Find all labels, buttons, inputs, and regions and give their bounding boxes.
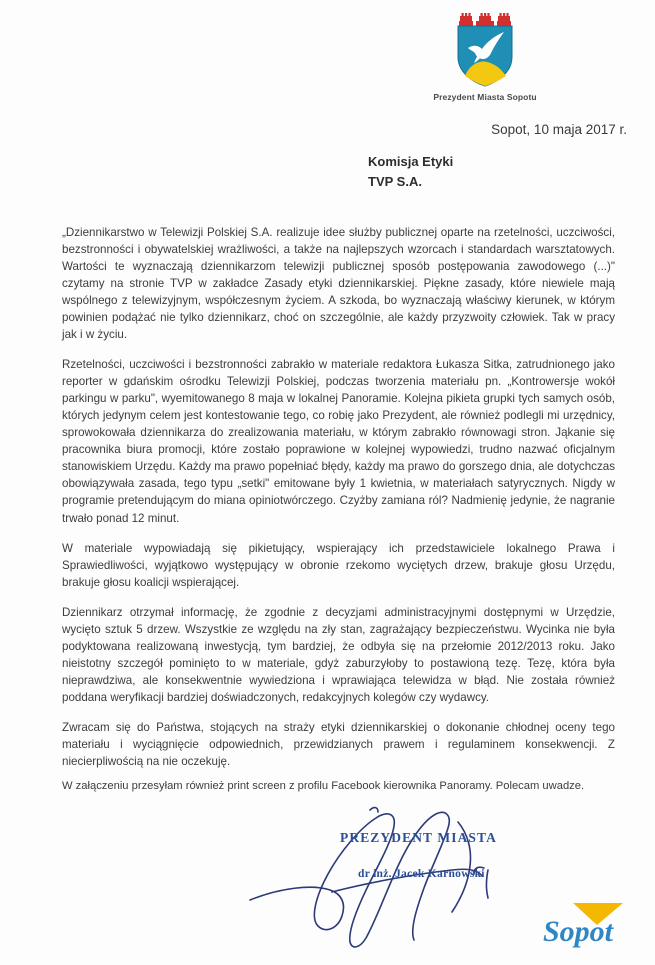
signature-name: dr inż. Jacek Karnowski	[358, 868, 485, 880]
body-paragraph: W materiale wypowiadają się pikietujący, wspierający ich przedstawiciele lokalnego Prawa i Sprawiedliwości, wyjątkowo występujący w obronie rzekomo wyciętych drzew, brakuje głosu Urzędu, brakuje głosu koalicji wspierającej.	[62, 541, 615, 589]
letterhead	[385, 10, 585, 102]
body-paragraph: Dziennikarz otrzymał informację, że zgodnie z decyzjami administracyjnymi dostępnymi w Urzędzie, wycięto sztuk 5 drzew. Wszystkie ze względu na zły stan, zagrażający bezpieczeństwu. Wycinka nie była podyktowana realizowaną inwestycją, tym bardziej, że odbyła się na przełomie 2012/2013 roku. Jako nieistotny szczegół pominięto to w materiale, gdyż zaburzyłoby to postawioną tezę. Tezę, która była nieprawdziwa, ale konsekwentnie wywiedziona i wprawiająca telewidza w błąd. Nie została również poddana weryfikacji bardziej doświadczonych, redakcyjnych kolegów czy wydawcy.	[62, 605, 615, 704]
addressee-line-2: TVP S.A.	[368, 174, 422, 190]
sopot-coat-of-arms-icon	[454, 10, 516, 88]
letter-body	[62, 224, 615, 770]
attachment-note: W załączeniu przesyłam również print screen z profilu Facebook kierownika Panoramy. Polecam uwadze.	[62, 780, 585, 792]
body-paragraph: Rzetelności, uczciwości i bezstronności zabrakło w materiale redaktora Łukasza Sitka, zatrudnionego jako reporter w gdańskim ośrodku Telewizji Polskiej, podczas tworzenia materiału pn. „Kontrowersje wokół parkingu w parku", wyemitowanego 8 maja w lokalnej Panoramie. Kolejna pikieta grupki tych samych osób, których jedynym celem jest kontestowanie tego, co robię jako Prezydent, ale również podlegli mi urzędnicy, sprowokowała dziennikarza do zrealizowania materiału, w którym zabrakło równowagi stron. Jąkanie się pracownika biura promocji, które zostało poprawione w kolejnej wypowiedzi, trudno nazwać oficjalnym stanowiskiem Urzędu. Każdy ma prawo popełniać błędy, każdy ma prawo do gorszego dnia, ale dotychczas obowiązywała zasada, tego typu „setki" emitowane były 1 kwietnia, w materiałach satyrycznych. Nigdy w programie pretendującym do miana opiniotwórczego. Czyżby zamiana ról? Nadmienię jedynie, że nagranie trwało ponad 12 minut.	[62, 358, 615, 525]
sopot-logo-text: Sopot	[543, 915, 614, 948]
addressee-line-1: Komisja Etyki	[368, 154, 454, 169]
crest-caption: Prezydent Miasta Sopotu	[433, 92, 537, 102]
sopot-city-logo-icon	[539, 899, 631, 951]
body-paragraph: „Dziennikarstwo w Telewizji Polskiej S.A. realizuje idee służby publicznej oparte na rzetelności, uczciwości, bezstronności i obywatelskiej wrażliwości, a także na najlepszych wzorcach i standardach warsztatowych. Wartości te wyznaczają dziennikarzom telewizji publicznej sposób postępowania zawodowego (...)" czytamy na stronie TVP w zakładce Zasady etyki dziennikarskiej. Piękne zasady, które niewiele mają wspólnego z telewizyjnym, współczesnym życiem. A szkoda, bo wyznaczają właściwy kierunek, w którym powinien podążać nie tylko dziennikarz, choć on szczególnie, ale każdy przyzwoity człowiek. Tak w pracy jak i w życiu.	[62, 226, 615, 342]
date-line: Sopot, 10 maja 2017 r.	[491, 122, 627, 137]
signature-title: PREZYDENT MIASTA	[340, 830, 497, 845]
addressee-block	[368, 152, 453, 192]
body-paragraph: Zwracam się do Państwa, stojących na straży etyki dziennikarskiej o dokonanie chłodnej oceny tego materiału i wyciągnięcie odpowiednich, przewidzianych prawem i regulaminem konsekwencji. Z niecierpliwością na nie oczekuję.	[62, 720, 615, 768]
